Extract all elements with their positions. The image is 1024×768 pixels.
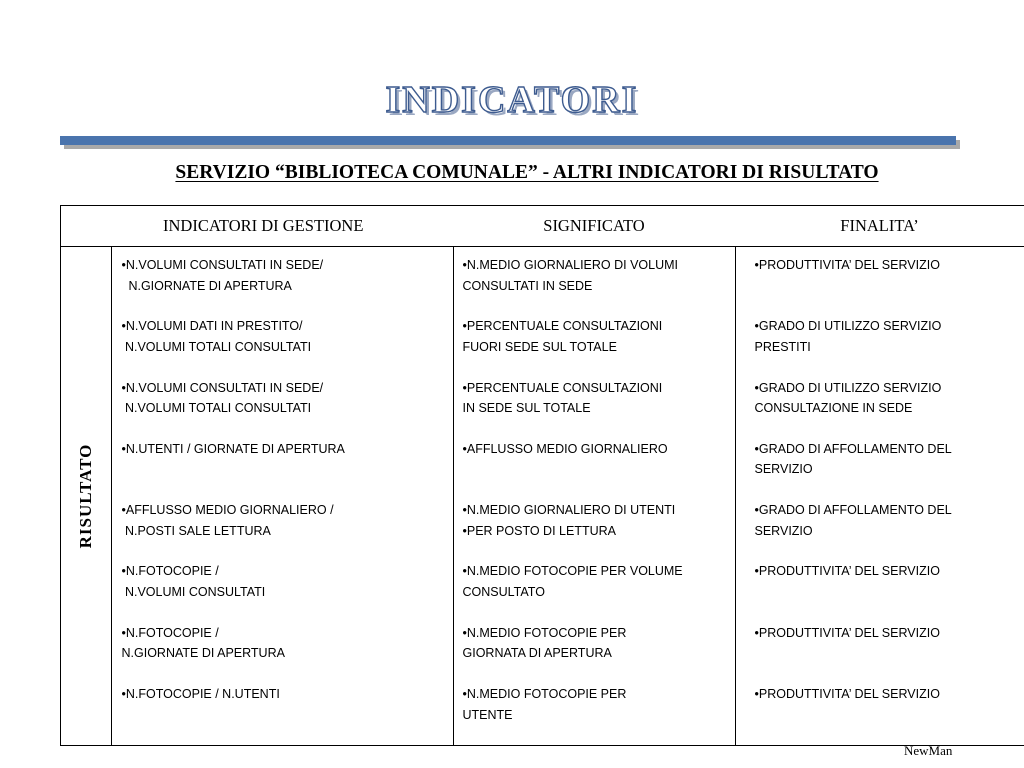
list-item-line: •N.MEDIO GIORNALIERO DI VOLUMI (462, 258, 679, 272)
list-item (454, 684, 735, 725)
side-label-cell (61, 247, 112, 746)
list-item-line: •N.VOLUMI CONSULTATI IN SEDE/ (121, 258, 324, 272)
list-item-line (755, 705, 1024, 726)
list-item (112, 439, 453, 480)
indicators-table (60, 205, 1024, 746)
list-item (736, 316, 1024, 357)
list-item-line: GIORNATA DI APERTURA (462, 646, 612, 661)
list-item-line: •N.MEDIO GIORNALIERO DI UTENTI (462, 503, 676, 518)
list-item (454, 316, 735, 357)
list-item-line: •N.MEDIO FOTOCOPIE PER (462, 687, 627, 702)
list-item-line: •N.VOLUMI CONSULTATI IN SEDE/ (121, 380, 324, 395)
list-item-line: •PRODUTTIVITA’ DEL SERVIZIO (754, 625, 940, 640)
list-item-line (755, 276, 1024, 297)
list-item-line (755, 643, 1024, 664)
list-item (736, 255, 1024, 296)
list-item (112, 561, 453, 602)
table-body-row (61, 247, 1024, 746)
list-item (736, 378, 1024, 419)
header-gestione: INDICATORI DI GESTIONE (111, 206, 453, 247)
list-item-line: N.VOLUMI CONSULTATI (121, 584, 266, 599)
list-item-line: PRESTITI (754, 339, 811, 354)
list-item-line: FUORI SEDE SUL TOTALE (462, 339, 617, 354)
list-item (454, 378, 735, 419)
list-item (112, 500, 453, 541)
list-item (112, 378, 453, 419)
list-item (736, 439, 1024, 480)
list-item-line: •PER POSTO DI LETTURA (462, 523, 616, 538)
slide-subtitle: SERVIZIO “BIBLIOTECA COMUNALE” - ALTRI INDICATORI DI RISULTATO (175, 162, 879, 183)
list-item-line: SERVIZIO (754, 462, 813, 477)
list-item-line: •PERCENTUALE CONSULTAZIONI (462, 380, 663, 395)
slide-title: INDICATORI (385, 79, 639, 121)
list-item-line (755, 582, 1024, 603)
gestione-column (111, 247, 453, 746)
list-item-line: •N.MEDIO FOTOCOPIE PER VOLUME (462, 564, 683, 579)
list-item (736, 684, 1024, 725)
list-item-line: CONSULTATI IN SEDE (462, 278, 593, 293)
list-item (112, 316, 453, 357)
list-item-line: •GRADO DI AFFOLLAMENTO DEL (754, 441, 952, 456)
side-label: RISULTATO (75, 443, 95, 549)
list-item-line: •GRADO DI AFFOLLAMENTO DEL (754, 503, 952, 518)
list-item-line: •PRODUTTIVITA’ DEL SERVIZIO (754, 564, 940, 579)
list-item-line: CONSULTAZIONE IN SEDE (754, 401, 913, 416)
list-item-line: •N.FOTOCOPIE / N.UTENTI (121, 687, 280, 702)
list-item-line: SERVIZIO (754, 523, 813, 538)
footer-label: NewMan (904, 743, 953, 758)
significato-column (453, 247, 735, 746)
header-finalita: FINALITA’ (735, 206, 1024, 247)
list-item (454, 561, 735, 602)
table-header-row (61, 206, 1024, 247)
list-item (454, 439, 735, 480)
list-item-line: N.GIORNATE DI APERTURA (121, 278, 292, 293)
list-item (736, 623, 1024, 664)
list-item-line: •N.FOTOCOPIE / (121, 625, 219, 640)
list-item (736, 500, 1024, 541)
list-item-line: •GRADO DI UTILIZZO SERVIZIO (754, 319, 942, 334)
list-item-line: UTENTE (462, 707, 513, 722)
title-rule (60, 136, 956, 145)
list-item-line: •N.MEDIO FOTOCOPIE PER (462, 625, 627, 640)
list-item-line (122, 459, 453, 480)
list-item-line: N.VOLUMI TOTALI CONSULTATI (121, 401, 312, 416)
list-item-line: •N.UTENTI / GIORNATE DI APERTURA (121, 441, 345, 456)
list-item-line: •AFFLUSSO MEDIO GIORNALIERO (462, 441, 668, 456)
list-item-line: •PRODUTTIVITA’ DEL SERVIZIO (754, 687, 940, 702)
list-item-line: •PERCENTUALE CONSULTAZIONI (462, 319, 663, 334)
list-item-line: •GRADO DI UTILIZZO SERVIZIO (754, 380, 942, 395)
list-item (112, 255, 453, 296)
list-item-line: N.VOLUMI TOTALI CONSULTATI (121, 339, 312, 354)
list-item (454, 255, 735, 296)
list-item (112, 684, 453, 725)
list-item (112, 623, 453, 664)
list-item-line: •PRODUTTIVITA’ DEL SERVIZIO (754, 258, 940, 272)
list-item (454, 623, 735, 664)
list-item-line: N.GIORNATE DI APERTURA (121, 646, 285, 661)
finalita-column (735, 247, 1024, 746)
list-item (736, 561, 1024, 602)
list-item-line: •AFFLUSSO MEDIO GIORNALIERO / (121, 503, 334, 518)
list-item-line (463, 459, 735, 480)
list-item-line: N.POSTI SALE LETTURA (121, 523, 271, 538)
list-item-line: CONSULTATO (462, 584, 545, 599)
list-item (454, 500, 735, 541)
list-item-line: •N.VOLUMI DATI IN PRESTITO/ (121, 319, 303, 334)
list-item-line: IN SEDE SUL TOTALE (462, 401, 591, 416)
list-item-line: •N.FOTOCOPIE / (121, 564, 219, 579)
header-corner-cell (61, 206, 112, 247)
header-significato: SIGNIFICATO (453, 206, 735, 247)
list-item-line (122, 705, 453, 726)
